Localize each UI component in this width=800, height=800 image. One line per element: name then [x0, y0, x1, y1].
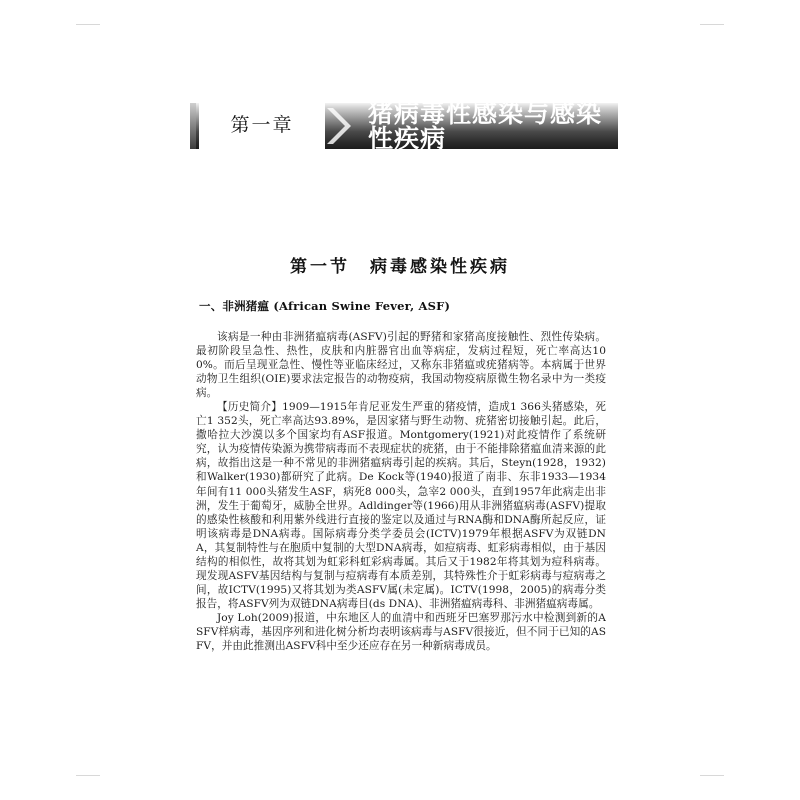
chapter-banner: [190, 99, 618, 153]
paragraph-history: 【历史简介】1909—1915年肯尼亚发生严重的猪疫情，造成1 366头猪感染，死亡1 352头，死亡率高达93.89%，是因家猪与野生动物、疣猪密切接触引起。此后，撒哈拉大沙漠以多个国家均有ASF报道。Montgomery(1921)对此疫情作了系统研究，认为疫情传染源为携带病毒而不表现症状的疣猪，由于不能排除猪瘟血清来源的此病，故指出这是一种不常见的非洲猪瘟病毒引起的疾病。其后，Steyn(1928，1932)和Walker(1930)都研究了此病。De Kock等(1940)报道了南非、东非1933—1934年间有11 000头猪发生ASF，病死8 000头，急宰2 000头，直到1957年此病走出非洲，发生于葡萄牙，威胁全世界。Adldinger等(1966)用从非洲猪瘟病毒(ASFV)提取的感染性核酸和利用紫外线进行直接的鉴定以及通过与RNA酶和DNA酶所起反应，证明该病毒是DNA病毒。国际病毒分类学委员会(ICTV)1979年根据ASFV为双链DNA，其复制特性与在胞质中复制的大型DNA病毒，如痘病毒、虹彩病毒相似，由于基因结构的相似性，故将其划为虹彩科虹彩病毒属。其后又于1982年将其划为痘科病毒。现发现ASFV基因结构与复制与痘病毒有本质差别，其特殊性介于虹彩病毒与痘病毒之间，故ICTV(1995)又将其划为类ASFV属(未定属)。ICTV(1998，2005)的病毒分类报告，将ASFV列为双链DNA病毒目(ds DNA)、非洲猪瘟病毒科、非洲猪瘟病毒属。: [196, 401, 606, 610]
body-text-block: [196, 330, 606, 653]
chapter-number-tab: [199, 103, 325, 149]
crop-mark-top-left: [76, 0, 102, 26]
subsection-heading: 一、非洲猪瘟 (African Swine Fever, ASF): [199, 299, 451, 313]
chevron-right-icon: [323, 103, 353, 149]
crop-mark-top-right: [698, 0, 724, 26]
section-title: 第一节 病毒感染性疾病: [290, 257, 510, 277]
crop-mark-bottom-left: [76, 774, 102, 800]
paragraph-joy-loh: Joy Loh(2009)报道，中东地区人的血清中和西班牙巴塞罗那污水中检测到新的ASFV样病毒，基因序列和进化树分析均表明该病毒与ASFV很接近，但不同于已知的ASFV，并由此推测出ASFV科中至少还应存在另一种新病毒成员。: [196, 611, 606, 653]
chapter-number-label: 第一章: [230, 113, 294, 136]
page-canvas: [100, 0, 700, 800]
chapter-banner-accent: [190, 103, 196, 149]
crop-mark-bottom-right: [698, 774, 724, 800]
paragraph-overview: 该病是一种由非洲猪瘟病毒(ASFV)引起的野猪和家猪高度接触性、烈性传染病。最初阶段呈急性、热性，皮肤和内脏器官出血等病症，发病过程短，死亡率高达100%。而后呈现亚急性、慢性等亚临床经过，又称东非猪瘟或疣猪病等。本病属于世界动物卫生组织(OIE)要求法定报告的动物疫病，我国动物疫病原微生物名录中为一类疫病。: [196, 331, 606, 400]
chapter-title: 猪病毒性感染与感染性疾病: [368, 99, 603, 153]
